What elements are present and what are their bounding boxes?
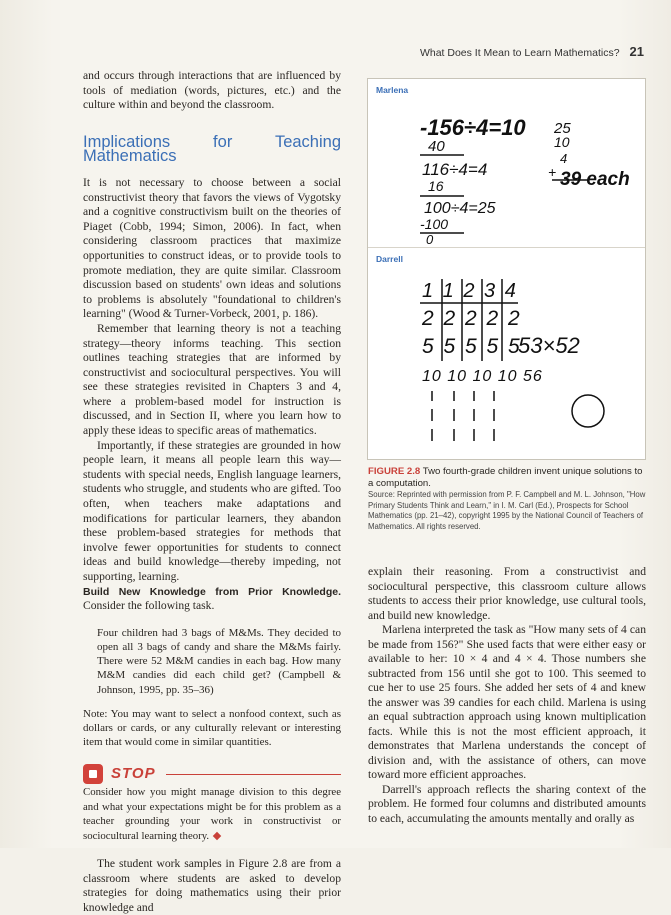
figure-label-marlena: Marlena: [376, 85, 409, 95]
marlena-side: 25: [554, 120, 571, 137]
figure-2-8: [367, 78, 646, 460]
stop-header: [83, 763, 341, 785]
section-heading: Implications for Teaching Mathematics: [83, 132, 341, 166]
stop-label: STOP: [111, 765, 156, 783]
stop-hand-icon: [83, 764, 103, 784]
figure-caption-text: Two fourth-grade children invent unique solutions to a computation.: [368, 466, 643, 489]
stop-end-icon: [213, 831, 221, 839]
left-column: [83, 69, 341, 915]
paragraph: The student work samples in Figure 2.8 are from a classroom where students are asked to develop strategies for doing mathematics using their prior knowledge and: [83, 857, 341, 914]
paragraph: Darrell's approach reflects the sharing context of the problem. He formed four columns and distributed amounts to each, accumulating the amounts mentally and orally as: [368, 782, 646, 825]
figure-caption: [368, 466, 646, 490]
paragraph: Importantly, if these strategies are grounded in how people learn, it means all people learn this way—students with special needs, English language learners, students who struggle, and students who are gifted. Too often, when teachers make adaptations and modifications for particular learners, they abandon these problem-based strategies for methods that involve fewer opportunities for students to connect ideas and build knowledge—thereby impeding, not supporting, learning.: [83, 438, 341, 583]
paragraph: explain their reasoning. From a constructivist and sociocultural perspective, this classroom culture allows students to access their prior knowledge, use cultural tools, and build new knowledge.: [368, 565, 646, 622]
stop-rule: [166, 774, 341, 775]
stop-text: Consider how you might manage division to this degree and what your expectations might be for this problem as a teacher grounding your work in constructivist or sociocultural learning theory.: [83, 786, 341, 842]
marlena-line: -156÷4=10: [420, 115, 526, 140]
marlena-side: 4: [560, 151, 568, 166]
darrell-bottom: 10 10 10 10 56: [422, 368, 543, 385]
marlena-side: +: [548, 164, 557, 180]
subheading-text: Consider the following task.: [83, 599, 215, 613]
marlena-line: 116÷4=4: [422, 160, 488, 179]
marlena-side: 10: [554, 134, 570, 150]
chapter-title: What Does It Mean to Learn Mathematics?: [419, 47, 620, 59]
darrell-top: 1 1 2 3 4: [422, 280, 518, 302]
marlena-line: 0: [426, 232, 434, 247]
note: Note: You may want to select a nonfood context, such as dollars or cards, or any culturally relevant or interesting item that would come in similar quantities.: [83, 707, 341, 749]
page-number: 21: [629, 44, 644, 59]
marlena-work: [368, 79, 645, 247]
darrell-row: 2 2 2 2 2: [422, 307, 522, 330]
marlena-line: 100÷4=25: [424, 200, 496, 217]
paragraph: Marlena interpreted the task as "How many sets of 4 can be made from 156?" She used facts that were either easy or available to her: 10 × 4 and 4 × 4. Those numbers she subtracted from 156 until she got to 100. This seemed to cue her to use 25 fours. She added her sets of 4 and knew the answer was 39 candies for each child. Marlena is using an equal subtraction approach using known multiplication facts. While this is not the most efficient approach, it demonstrates that Marlena understands the concept of division and, with the assistance of others, can move toward more efficient approaches.: [368, 623, 646, 781]
darrell-work: [368, 249, 645, 459]
marlena-line: 16: [428, 178, 444, 194]
intro-paragraph: and occurs through interactions that are influenced by tools of mediation (words, pictures, etc.) and the culture within and beyond the classroom.: [83, 69, 341, 112]
right-column: [368, 565, 646, 826]
paragraph: It is not necessary to choose between a social constructivist theory that favors the views of Vygotsky and a cognitive constructivism built on the theories of Piaget (Cobb, 1994; Simon, 2006). In fact, when considering classroom practices that maximize opportunities to construct ideas, or to provide tools to promote mediation, they are quite similar. Classroom discussion based on students' own ideas and solutions to problems is absolutely "foundational to children's learning" (Wood & Turner-Vorbeck, 2001, p. 186).: [83, 175, 341, 321]
figure-divider: [368, 247, 645, 248]
figure-label-darrell: Darrell: [376, 254, 403, 264]
subheading: [83, 585, 341, 614]
stop-box: [83, 763, 341, 843]
darrell-expr: 53×52: [518, 333, 580, 358]
paragraph: Remember that learning theory is not a teaching strategy—theory informs teaching. This section outlines teaching strategies that are informed by constructivist and sociocultural perspectives. You will see these strategies revisited in Chapters 3 and 4, where a problem-based model for instruction is discussed, and in Section II, where you learn how to apply these ideas to specific areas of mathematics.: [83, 321, 341, 438]
marlena-line: -100: [420, 216, 449, 232]
subheading-title: Build New Knowledge from Prior Knowledge.: [83, 585, 341, 598]
figure-number: FIGURE 2.8: [368, 466, 421, 477]
problem-task: Four children had 3 bags of M&Ms. They decided to open all 3 bags of candy and share the M&Ms fairly. There were 52 M&M candies in each bag. How many M&M candies did each child get? (Campbell & Johnson, 1995, pp. 35–36): [97, 626, 341, 696]
marlena-line: 40: [428, 138, 445, 155]
figure-source: Source: Reprinted with permission from P. F. Campbell and M. L. Johnson, "How Primary Students Think and Learn," in I. M. Carl (Ed.), Prospects for School Mathematics (pp. 21–42), copyright 1995 by the National Council of Teachers of Mathematics. All rights reserved.: [368, 490, 646, 531]
darrell-row: 5 5 5 5 5: [422, 335, 522, 358]
marlena-total: 39 each: [560, 169, 630, 190]
running-head: [400, 44, 644, 59]
